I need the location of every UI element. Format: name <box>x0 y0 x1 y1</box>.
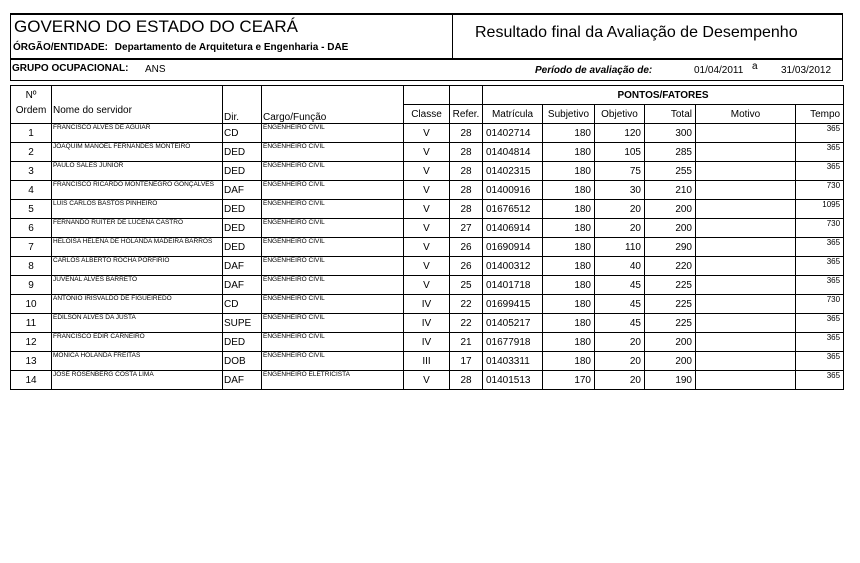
cell-refer: 28 <box>450 124 483 143</box>
cell-ordem: 5 <box>11 200 52 219</box>
cell-subjetivo: 180 <box>543 143 595 162</box>
table-row <box>11 124 844 143</box>
col-subjetivo-header: Subjetivo <box>543 105 595 124</box>
cell-refer: 28 <box>450 200 483 219</box>
cell-nome: FRANCISCO EDIR CARNEIRO <box>52 333 223 352</box>
cell-ordem: 11 <box>11 314 52 333</box>
cell-nome: PAULO SALES JUNIOR <box>52 162 223 181</box>
pontos-fatores-header: PONTOS/FATORES <box>483 86 844 105</box>
cell-ordem: 9 <box>11 276 52 295</box>
cell-refer: 17 <box>450 352 483 371</box>
cell-subjetivo: 180 <box>543 124 595 143</box>
cell-cargo: ENGENHEIRO CIVIL <box>262 219 404 238</box>
report-title: Resultado final da Avaliação de Desempenho <box>475 24 798 41</box>
cell-total: 200 <box>645 200 696 219</box>
table-row <box>11 352 844 371</box>
cell-total: 200 <box>645 219 696 238</box>
cell-total: 220 <box>645 257 696 276</box>
cell-objetivo: 75 <box>595 162 645 181</box>
col-refer-top <box>450 86 483 105</box>
col-dir-top <box>223 86 262 105</box>
cell-nome: ANTÔNIO IRISVALDO DE FIGUEIREDO <box>52 295 223 314</box>
col-ordem-header: Ordem <box>11 105 52 124</box>
cell-dir: DED <box>223 238 262 257</box>
cell-tempo: 365 <box>796 333 844 352</box>
cell-dir: DOB <box>223 352 262 371</box>
cell-dir: CD <box>223 124 262 143</box>
cell-total: 300 <box>645 124 696 143</box>
table-row <box>11 219 844 238</box>
cell-matricula: 01405217 <box>483 314 543 333</box>
cell-dir: SUPE <box>223 314 262 333</box>
cell-motivo <box>696 257 796 276</box>
cell-subjetivo: 180 <box>543 219 595 238</box>
cell-matricula: 01690914 <box>483 238 543 257</box>
cell-objetivo: 20 <box>595 200 645 219</box>
cell-total: 225 <box>645 276 696 295</box>
cell-cargo: ENGENHEIRO CIVIL <box>262 295 404 314</box>
cell-refer: 28 <box>450 371 483 390</box>
cell-cargo: ENGENHEIRO CIVIL <box>262 181 404 200</box>
periodo-label: Período de avaliação de: <box>535 65 653 76</box>
cell-ordem: 7 <box>11 238 52 257</box>
cell-classe: IV <box>404 295 450 314</box>
col-classe-top <box>404 86 450 105</box>
cell-nome: FRANCISCO ALVES DE AGUIAR <box>52 124 223 143</box>
cell-cargo: ENGENHEIRO CIVIL <box>262 200 404 219</box>
cell-matricula: 01400312 <box>483 257 543 276</box>
cell-motivo <box>696 181 796 200</box>
col-ordem-top: Nº <box>11 86 52 105</box>
col-tempo-header: Tempo <box>796 105 844 124</box>
cell-subjetivo: 180 <box>543 181 595 200</box>
cell-cargo: ENGENHEIRO CIVIL <box>262 314 404 333</box>
cell-classe: V <box>404 276 450 295</box>
cell-cargo: ENGENHEIRO CIVIL <box>262 257 404 276</box>
cell-nome: HELOISA HELENA DE HOLANDA MADEIRA BARROS <box>52 238 223 257</box>
cell-classe: V <box>404 124 450 143</box>
cell-tempo: 365 <box>796 143 844 162</box>
cell-matricula: 01402714 <box>483 124 543 143</box>
cell-objetivo: 105 <box>595 143 645 162</box>
cell-motivo <box>696 143 796 162</box>
cell-refer: 22 <box>450 314 483 333</box>
header-row-1 <box>11 86 844 105</box>
cell-refer: 26 <box>450 257 483 276</box>
cell-cargo: ENGENHEIRO CIVIL <box>262 352 404 371</box>
cell-objetivo: 45 <box>595 314 645 333</box>
cell-tempo: 365 <box>796 276 844 295</box>
cell-refer: 21 <box>450 333 483 352</box>
col-dir-header: Dir. <box>223 105 262 124</box>
government-title: GOVERNO DO ESTADO DO CEARÁ <box>14 17 299 36</box>
cell-classe: V <box>404 371 450 390</box>
cell-classe: IV <box>404 314 450 333</box>
cell-refer: 27 <box>450 219 483 238</box>
cell-objetivo: 20 <box>595 333 645 352</box>
cell-subjetivo: 180 <box>543 333 595 352</box>
cell-ordem: 2 <box>11 143 52 162</box>
cell-subjetivo: 180 <box>543 257 595 276</box>
cell-nome: JUVENAL ALVES BARRETO <box>52 276 223 295</box>
table-row <box>11 276 844 295</box>
cell-refer: 25 <box>450 276 483 295</box>
cell-motivo <box>696 238 796 257</box>
col-total-header: Total <box>645 105 696 124</box>
cell-ordem: 3 <box>11 162 52 181</box>
table-row <box>11 200 844 219</box>
cell-motivo <box>696 219 796 238</box>
cell-dir: DAF <box>223 181 262 200</box>
cell-tempo: 1095 <box>796 200 844 219</box>
cell-nome: JOAQUIM MANOEL FERNANDES MONTEIRO <box>52 143 223 162</box>
cell-motivo <box>696 162 796 181</box>
cell-total: 255 <box>645 162 696 181</box>
cell-classe: V <box>404 200 450 219</box>
cell-total: 225 <box>645 295 696 314</box>
cell-total: 200 <box>645 352 696 371</box>
cell-total: 200 <box>645 333 696 352</box>
org-value: Departamento de Arquitetura e Engenharia - DAE <box>114 42 349 53</box>
cell-total: 285 <box>645 143 696 162</box>
cell-dir: DED <box>223 200 262 219</box>
cell-objetivo: 30 <box>595 181 645 200</box>
cell-dir: DED <box>223 219 262 238</box>
cell-subjetivo: 170 <box>543 371 595 390</box>
cell-refer: 28 <box>450 143 483 162</box>
cell-objetivo: 45 <box>595 276 645 295</box>
col-classe-header: Classe <box>404 105 450 124</box>
cell-classe: V <box>404 219 450 238</box>
table-row <box>11 257 844 276</box>
results-table <box>10 85 844 390</box>
col-nome-top <box>52 86 223 105</box>
cell-tempo: 365 <box>796 352 844 371</box>
periodo-separator: a <box>752 61 758 72</box>
table-row <box>11 295 844 314</box>
cell-matricula: 01400916 <box>483 181 543 200</box>
cell-classe: IV <box>404 333 450 352</box>
col-cargo-top <box>262 86 404 105</box>
cell-motivo <box>696 200 796 219</box>
cell-subjetivo: 180 <box>543 200 595 219</box>
org-label: ÓRGÃO/ENTIDADE: <box>13 42 108 53</box>
periodo-inicio: 01/04/2011 <box>694 65 744 76</box>
table-row <box>11 314 844 333</box>
cell-dir: DAF <box>223 257 262 276</box>
cell-total: 210 <box>645 181 696 200</box>
cell-motivo <box>696 314 796 333</box>
cell-nome: EDILSON ALVES DA JUSTA <box>52 314 223 333</box>
col-nome-header: Nome do servidor <box>52 105 223 124</box>
cell-subjetivo: 180 <box>543 352 595 371</box>
cell-matricula: 01402315 <box>483 162 543 181</box>
cell-refer: 26 <box>450 238 483 257</box>
cell-matricula: 01677918 <box>483 333 543 352</box>
cell-objetivo: 20 <box>595 371 645 390</box>
cell-cargo: ENGENHEIRO CIVIL <box>262 143 404 162</box>
cell-objetivo: 45 <box>595 295 645 314</box>
cell-total: 190 <box>645 371 696 390</box>
cell-total: 225 <box>645 314 696 333</box>
cell-nome: FERNANDO RUITER DE LUCENA CASTRO <box>52 219 223 238</box>
cell-objetivo: 20 <box>595 352 645 371</box>
cell-subjetivo: 180 <box>543 162 595 181</box>
cell-subjetivo: 180 <box>543 314 595 333</box>
cell-dir: DED <box>223 162 262 181</box>
table-row <box>11 371 844 390</box>
cell-subjetivo: 180 <box>543 238 595 257</box>
cell-cargo: ENGENHEIRO CIVIL <box>262 333 404 352</box>
organization-line <box>13 42 348 53</box>
cell-motivo <box>696 295 796 314</box>
cell-nome: CARLOS ALBERTO ROCHA PORFIRIO <box>52 257 223 276</box>
cell-ordem: 13 <box>11 352 52 371</box>
col-motivo-header: Motivo <box>696 105 796 124</box>
header-row-2 <box>11 105 844 124</box>
table-row <box>11 333 844 352</box>
cell-tempo: 730 <box>796 295 844 314</box>
cell-cargo: ENGENHEIRO CIVIL <box>262 276 404 295</box>
cell-objetivo: 110 <box>595 238 645 257</box>
grupo-label: GRUPO OCUPACIONAL: <box>12 63 129 74</box>
cell-classe: V <box>404 257 450 276</box>
cell-ordem: 10 <box>11 295 52 314</box>
cell-tempo: 730 <box>796 219 844 238</box>
cell-matricula: 01403311 <box>483 352 543 371</box>
table-row <box>11 181 844 200</box>
cell-refer: 28 <box>450 181 483 200</box>
cell-nome: FRANCISCO RICARDO MONTENEGRO GONÇALVES <box>52 181 223 200</box>
cell-subjetivo: 180 <box>543 276 595 295</box>
cell-ordem: 8 <box>11 257 52 276</box>
cell-classe: V <box>404 162 450 181</box>
cell-subjetivo: 180 <box>543 295 595 314</box>
table-row <box>11 143 844 162</box>
cell-dir: DED <box>223 333 262 352</box>
cell-refer: 22 <box>450 295 483 314</box>
col-objetivo-header: Objetivo <box>595 105 645 124</box>
cell-dir: CD <box>223 295 262 314</box>
cell-tempo: 365 <box>796 314 844 333</box>
cell-classe: V <box>404 238 450 257</box>
cell-ordem: 4 <box>11 181 52 200</box>
cell-nome: JOSÉ ROSENBERG COSTA LIMA <box>52 371 223 390</box>
cell-nome: MONICA HOLANDA FREITAS <box>52 352 223 371</box>
cell-classe: III <box>404 352 450 371</box>
periodo-fim: 31/03/2012 <box>781 65 832 76</box>
cell-motivo <box>696 124 796 143</box>
cell-cargo: ENGENHEIRO CIVIL <box>262 124 404 143</box>
cell-tempo: 365 <box>796 124 844 143</box>
cell-matricula: 01401718 <box>483 276 543 295</box>
cell-tempo: 730 <box>796 181 844 200</box>
cell-matricula: 01404814 <box>483 143 543 162</box>
cell-matricula: 01699415 <box>483 295 543 314</box>
cell-ordem: 14 <box>11 371 52 390</box>
grupo-value: ANS <box>145 64 166 75</box>
cell-tempo: 365 <box>796 257 844 276</box>
col-matricula-header: Matrícula <box>483 105 543 124</box>
cell-matricula: 01676512 <box>483 200 543 219</box>
cell-objetivo: 40 <box>595 257 645 276</box>
cell-dir: DAF <box>223 276 262 295</box>
cell-ordem: 12 <box>11 333 52 352</box>
cell-nome: LUIS CARLOS BASTOS PINHEIRO <box>52 200 223 219</box>
cell-objetivo: 20 <box>595 219 645 238</box>
cell-objetivo: 120 <box>595 124 645 143</box>
col-cargo-header: Cargo/Função <box>262 105 404 124</box>
table-row <box>11 238 844 257</box>
cell-cargo: ENGENHEIRO CIVIL <box>262 238 404 257</box>
header-divider <box>452 13 453 58</box>
cell-motivo <box>696 352 796 371</box>
cell-dir: DED <box>223 143 262 162</box>
col-refer-header: Refer. <box>450 105 483 124</box>
cell-ordem: 6 <box>11 219 52 238</box>
cell-dir: DAF <box>223 371 262 390</box>
cell-classe: V <box>404 181 450 200</box>
cell-ordem: 1 <box>11 124 52 143</box>
cell-cargo: ENGENHEIRO ELETRICISTA <box>262 371 404 390</box>
cell-total: 290 <box>645 238 696 257</box>
cell-motivo <box>696 276 796 295</box>
cell-refer: 28 <box>450 162 483 181</box>
cell-cargo: ENGENHEIRO CIVIL <box>262 162 404 181</box>
cell-tempo: 365 <box>796 162 844 181</box>
table-row <box>11 162 844 181</box>
cell-tempo: 365 <box>796 371 844 390</box>
cell-motivo <box>696 333 796 352</box>
cell-matricula: 01406914 <box>483 219 543 238</box>
cell-classe: V <box>404 143 450 162</box>
cell-tempo: 365 <box>796 238 844 257</box>
cell-matricula: 01401513 <box>483 371 543 390</box>
cell-motivo <box>696 371 796 390</box>
